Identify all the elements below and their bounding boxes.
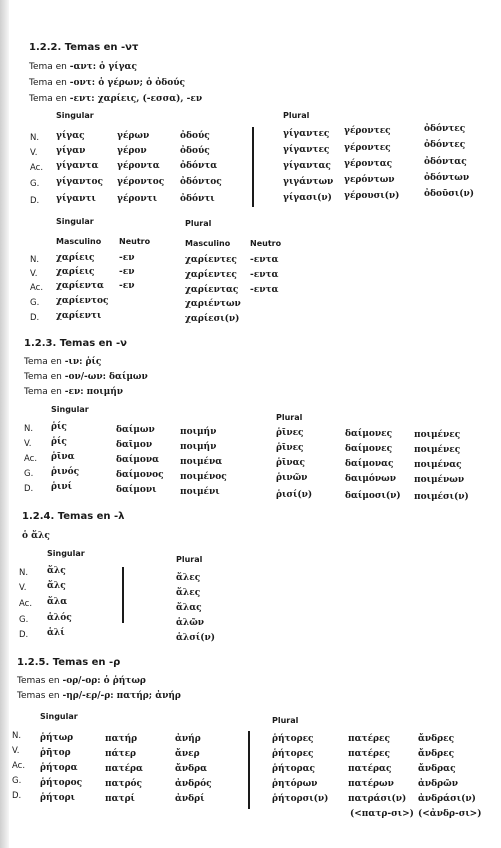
plural-label: Plural — [283, 111, 310, 120]
table-cell: ἁλῶν — [176, 618, 205, 628]
table-cell: γίγασι(ν) — [283, 193, 332, 203]
plural-label: Plural — [185, 219, 212, 228]
table-cell: ῥῖνα — [51, 452, 75, 462]
section-line: Temas en -ορ/-ορ: ὁ ῥήτωρ — [17, 676, 146, 686]
table-cell: -εντα — [250, 285, 279, 295]
table-cell: δαίμονι — [116, 485, 157, 495]
case-label: V. — [30, 148, 38, 158]
table-cell: δαίμονες — [345, 444, 393, 454]
table-cell: γέρον — [117, 146, 147, 156]
section-line: Tema en -οντ: ὁ γέρων; ὁ ὀδούς — [29, 78, 185, 88]
section-heading-1-2-3: 1.2.3. Temas en -ν — [24, 338, 127, 349]
table-cell: ἀνδρῶν — [418, 779, 458, 789]
case-label: G. — [24, 469, 34, 479]
table-cell: ἁλός — [47, 613, 72, 623]
table-note: (<πατρ-σι>) — [350, 809, 414, 819]
plural-label: Plural — [176, 555, 203, 564]
table-cell: χαρίεντι — [56, 311, 102, 321]
table-cell: ποιμένες — [414, 445, 461, 455]
section-heading-1-2-2: 1.2.2. Temas en -ντ — [29, 42, 139, 53]
table-cell: ῥητόρων — [272, 779, 318, 789]
case-label: D. — [19, 630, 29, 640]
case-label: G. — [30, 179, 40, 189]
masculine-label: Masculino — [56, 237, 102, 246]
table-cell: ὀδοῦσι(ν) — [424, 189, 475, 199]
table-cell: γίγαν — [56, 146, 86, 156]
table-cell: ῥίς — [51, 437, 67, 447]
table-cell: πατρί — [105, 794, 135, 804]
table-cell: γέρων — [117, 131, 150, 141]
table-cell: -εν — [119, 267, 135, 277]
column-divider — [252, 127, 254, 207]
table-cell: πατέρες — [348, 749, 390, 759]
table-cell: ἅλες — [176, 588, 201, 598]
table-cell: χαρίεις — [56, 267, 95, 277]
table-cell: ὀδόντων — [424, 173, 470, 183]
table-cell: ἀνήρ — [175, 734, 201, 744]
table-cell: ὀδούς — [180, 146, 210, 156]
column-divider — [248, 731, 250, 809]
table-cell: γίγαντα — [56, 161, 99, 171]
table-cell: ποιμένας — [414, 460, 462, 470]
case-label: N. — [24, 424, 34, 434]
table-cell: ἄνδρες — [418, 749, 455, 759]
table-cell: χαρίεντος — [56, 296, 109, 306]
table-cell: ῥινός — [51, 467, 80, 477]
table-cell: δαίμονα — [116, 455, 160, 465]
table-cell: γίγαντες — [283, 145, 330, 155]
section-heading-1-2-5: 1.2.5. Temas en -ρ — [17, 657, 121, 668]
case-label: V. — [30, 269, 38, 279]
table-cell: γερόντων — [344, 175, 395, 185]
table-cell: γέροντες — [344, 143, 391, 153]
table-cell: -εντα — [250, 270, 279, 280]
table-cell: πατήρ — [105, 734, 138, 744]
case-label: Ac. — [24, 454, 38, 464]
case-label: Ac. — [30, 283, 44, 293]
table-cell: γίγαντος — [56, 177, 103, 187]
singular-label: Singular — [51, 405, 89, 414]
table-cell: ποιμήν — [180, 442, 217, 452]
table-cell: ῥήτορες — [272, 734, 314, 744]
table-cell: ἀνδράσι(ν) — [418, 794, 476, 804]
section-line: Tema en -ον/-ων: δαίμων — [24, 372, 148, 382]
table-cell: πατέρα — [105, 764, 143, 774]
table-cell: ῥίς — [51, 422, 67, 432]
table-cell: χαρίεις — [56, 253, 95, 263]
table-cell: ἄνδρα — [175, 764, 208, 774]
table-cell: πατέρας — [348, 764, 392, 774]
section-line: Tema en -εντ: χαρίεις, (-εσσα), -εν — [29, 94, 203, 104]
case-label: G. — [19, 615, 29, 625]
table-cell: δαίμοσι(ν) — [345, 491, 401, 501]
table-cell: ἁλσί(ν) — [176, 633, 215, 643]
table-cell: ὀδούς — [180, 131, 210, 141]
case-label: Ac. — [30, 163, 44, 173]
table-cell: γέροντες — [344, 126, 391, 136]
table-cell: χαρίεντες — [185, 270, 237, 280]
table-cell: ἁλί — [47, 628, 65, 638]
neuter-label: Neutro — [119, 237, 151, 246]
section-line: Tema en -αντ: ὁ γίγας — [29, 62, 137, 72]
table-cell: ῥισί(ν) — [276, 490, 313, 500]
table-cell: γίγαντι — [56, 194, 96, 204]
table-cell: ἅλς — [47, 581, 66, 591]
table-cell: γίγαντες — [283, 129, 330, 139]
table-cell: χαριέντων — [185, 299, 241, 309]
table-cell: ἄνερ — [175, 749, 200, 759]
table-cell: δαιμόνων — [345, 474, 396, 484]
table-cell: ἀνδρός — [175, 779, 212, 789]
table-cell: ῥήτορα — [40, 763, 78, 773]
table-cell: ῥινί — [51, 482, 72, 492]
table-cell: ποιμένος — [180, 472, 227, 482]
table-cell: γέροντα — [117, 161, 160, 171]
table-cell: γίγαντας — [283, 161, 331, 171]
table-cell: δαίμονες — [345, 429, 393, 439]
case-label: Ac. — [19, 599, 33, 609]
table-cell: γέρουσι(ν) — [344, 191, 400, 201]
table-cell: ῥήτωρ — [40, 733, 74, 743]
table-cell: ποιμένες — [414, 430, 461, 440]
masculine-label: Masculino — [185, 239, 231, 248]
table-cell: δαίμων — [116, 425, 155, 435]
table-cell: ῥήτορος — [40, 778, 83, 788]
table-cell: -εν — [119, 281, 135, 291]
table-cell: ῥήτορσι(ν) — [272, 794, 329, 804]
case-label: N. — [19, 568, 29, 578]
singular-label: Singular — [56, 111, 94, 120]
table-cell: -εν — [119, 253, 135, 263]
table-note: (<ἀνδρ-σι>) — [418, 809, 482, 819]
column-divider — [122, 567, 124, 623]
section-heading-1-2-4: 1.2.4. Temas en -λ — [22, 511, 125, 522]
table-cell: γέροντας — [344, 159, 393, 169]
section-line: Tema en -εν: ποιμήν — [24, 387, 123, 397]
table-cell: χαρίεσι(ν) — [185, 314, 240, 324]
table-cell: πατέρων — [348, 779, 394, 789]
case-label: G. — [12, 776, 22, 786]
case-label: D. — [12, 791, 22, 801]
table-cell: πάτερ — [105, 749, 137, 759]
table-cell: ἅλες — [176, 573, 201, 583]
table-cell: ὀδόντος — [180, 177, 222, 187]
section-line: Temas en -ηρ/-ερ/-ρ: πατήρ; ἀνήρ — [17, 691, 181, 701]
table-cell: ποιμένι — [180, 487, 220, 497]
table-cell: δαίμονας — [345, 459, 394, 469]
case-label: N. — [30, 133, 40, 143]
table-cell: γέροντος — [117, 177, 165, 187]
table-cell: ἅλα — [47, 597, 68, 607]
table-cell: γίγας — [56, 131, 85, 141]
case-label: N. — [30, 255, 40, 265]
table-cell: ὀδόντες — [424, 124, 466, 134]
table-cell: δαίμονος — [116, 470, 164, 480]
table-cell: ἅλας — [176, 603, 202, 613]
table-cell: ῥήτορας — [272, 764, 315, 774]
singular-label: Singular — [40, 712, 78, 721]
table-cell: ἄνδρας — [418, 764, 456, 774]
table-cell: ἀνδρί — [175, 794, 205, 804]
table-cell: -εντα — [250, 255, 279, 265]
table-cell: χαρίεντας — [185, 285, 239, 295]
case-label: N. — [12, 731, 22, 741]
table-cell: ῥήτορι — [40, 793, 75, 803]
table-cell: χαρίεντα — [56, 281, 104, 291]
plural-label: Plural — [272, 716, 299, 725]
table-cell: πατέρες — [348, 734, 390, 744]
case-label: V. — [12, 746, 20, 756]
table-cell: ποιμένων — [414, 475, 465, 485]
plural-label: Plural — [276, 413, 303, 422]
table-cell: ῥῖνες — [276, 443, 304, 453]
singular-label: Singular — [56, 217, 94, 226]
table-cell: ποιμήν — [180, 427, 217, 437]
case-label: Ac. — [12, 761, 26, 771]
table-cell: ἅλς — [47, 566, 66, 576]
table-cell: ῥῖνες — [276, 428, 304, 438]
table-cell: ἄνδρες — [418, 734, 455, 744]
table-cell: ποιμένα — [180, 457, 223, 467]
table-cell: ῥήτορες — [272, 749, 314, 759]
section-line: ὁ ἅλς — [22, 531, 50, 541]
section-line: Tema en -ιν: ῥίς — [24, 357, 102, 367]
table-cell: ῥινῶν — [276, 473, 308, 483]
case-label: D. — [30, 313, 40, 323]
table-cell: δαῖμον — [116, 440, 153, 450]
table-cell: ὀδόντι — [180, 194, 215, 204]
table-cell: γέροντι — [117, 194, 158, 204]
case-label: V. — [24, 439, 32, 449]
table-cell: ὀδόντες — [424, 140, 466, 150]
table-cell: ποιμέσι(ν) — [414, 492, 469, 502]
table-cell: ὀδόντα — [180, 161, 218, 171]
case-label: D. — [30, 196, 40, 206]
table-cell: ῥῖνας — [276, 458, 305, 468]
singular-label: Singular — [47, 549, 85, 558]
table-cell: ὀδόντας — [424, 157, 467, 167]
table-cell: πατρός — [105, 779, 143, 789]
case-label: V. — [19, 583, 27, 593]
case-label: D. — [24, 484, 34, 494]
table-cell: γιγάντων — [283, 177, 334, 187]
table-cell: χαρίεντες — [185, 255, 237, 265]
neuter-label: Neutro — [250, 239, 282, 248]
table-cell: ῥῆτορ — [40, 748, 71, 758]
case-label: G. — [30, 298, 40, 308]
table-cell: πατράσι(ν) — [348, 794, 407, 804]
